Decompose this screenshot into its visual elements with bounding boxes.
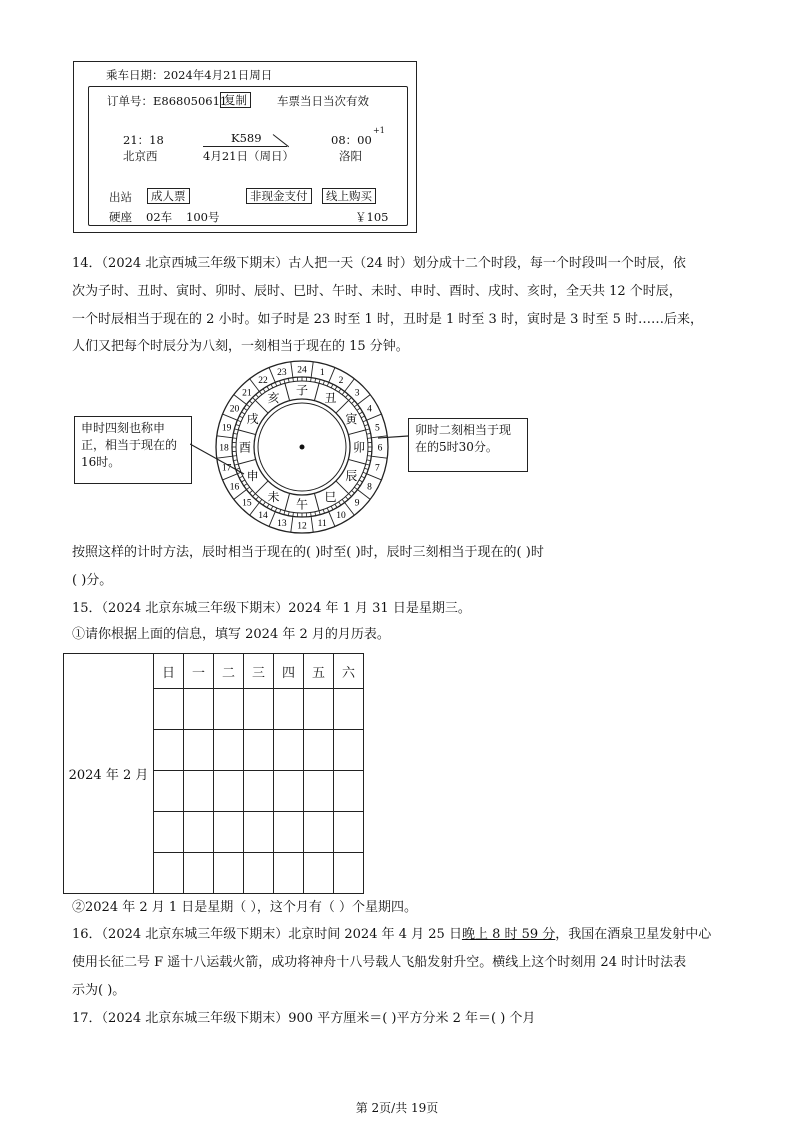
calendar-cell[interactable] [304, 730, 334, 771]
calendar-cell[interactable] [334, 853, 364, 894]
ticket-route-line [203, 146, 287, 147]
ticket-depart-station: 北京西 [123, 149, 158, 163]
dial-tick [315, 512, 316, 516]
dial-branch-label: 午 [295, 497, 309, 512]
dial-tick [263, 502, 265, 505]
branch-divider [314, 383, 319, 400]
dial-tick [357, 408, 360, 410]
train-ticket [73, 61, 417, 233]
hour-divider [345, 379, 355, 392]
hour-divider [311, 516, 313, 532]
calendar-cell[interactable] [274, 812, 304, 853]
dial-tick [357, 484, 360, 486]
calendar-cell[interactable] [334, 689, 364, 730]
dial-tick [275, 508, 277, 512]
ticket-car: 02车 [146, 210, 173, 224]
dial-branch-label: 卯 [352, 440, 366, 455]
dial-hour-label: 20 [229, 404, 240, 415]
dial-hour-label: 1 [319, 368, 325, 379]
dial-hour-label: 9 [354, 498, 360, 509]
dial-tick [335, 504, 337, 507]
dial-tick [359, 480, 362, 482]
hour-divider [345, 503, 355, 516]
dial-hour-label: 16 [229, 482, 240, 493]
branch-divider [348, 430, 365, 435]
dial-tick [256, 497, 259, 500]
calendar-cell[interactable] [184, 853, 214, 894]
q16-text-b: ，我国在酒泉卫星发射中心 [555, 927, 712, 942]
dial-hour-label: 5 [374, 423, 380, 434]
dial-tick [366, 429, 370, 430]
calendar-cell[interactable] [154, 853, 184, 894]
dial-tick [319, 379, 320, 383]
hour-divider [217, 436, 233, 438]
calendar-cell[interactable] [154, 689, 184, 730]
dial-hour-label: 12 [297, 521, 307, 532]
calendar-cell[interactable] [304, 771, 334, 812]
hour-divider [367, 474, 382, 480]
ticket-noncash: 非现金支付 [246, 188, 312, 204]
dial-tick [364, 468, 368, 469]
hour-divider [269, 512, 275, 527]
ticket-train-number: K589 [231, 131, 262, 145]
dial-tick [346, 497, 349, 500]
dial-tick [241, 480, 244, 482]
calendar-cell[interactable] [244, 730, 274, 771]
dial-tick [367, 460, 371, 461]
ticket-next-day: +1 [373, 126, 385, 135]
q16-text-line3: 示为( )。 [72, 983, 126, 998]
calendar-cell[interactable] [154, 730, 184, 771]
ticket-copy-tag: 复制 [220, 92, 251, 108]
q16-underlined-time: 晚上 8 时 59 分 [461, 927, 556, 942]
weekday-header: 五 [304, 654, 334, 689]
dial-tick [244, 484, 247, 486]
february-calendar-table [63, 653, 364, 894]
hour-divider [329, 512, 335, 527]
calendar-cell[interactable] [184, 812, 214, 853]
dial-hour-label: 11 [317, 518, 327, 529]
dial-tick [271, 384, 273, 388]
dial-branch-label: 酉 [238, 440, 252, 455]
dial-tick [288, 378, 289, 382]
dial-tick [241, 412, 244, 414]
dial-tick [331, 384, 333, 388]
dial-tick [288, 512, 289, 516]
dial-tick [319, 511, 320, 515]
dial-tick [367, 456, 371, 457]
branch-divider [285, 383, 290, 400]
ticket-inner-frame [88, 86, 408, 226]
weekday-header: 日 [154, 654, 184, 689]
calendar-cell[interactable] [274, 853, 304, 894]
dial-tick [366, 464, 370, 465]
callout-mao-time: 卯时二刻相当于现在的5时30分。 [408, 418, 528, 472]
dial-tick [352, 401, 355, 404]
calendar-cell[interactable] [184, 730, 214, 771]
dial-tick [244, 408, 247, 410]
q14-text-line2: 次为子时、丑时、寅时、卯时、辰时、巳时、午时、未时、申时、酉时、戌时、亥时，全天共 12 个时辰， [72, 284, 682, 299]
calendar-cell[interactable] [244, 812, 274, 853]
dial-tick [237, 420, 241, 422]
dial-tick [246, 404, 249, 406]
dial-hour-label: 3 [354, 388, 360, 399]
dial-branch-label: 子 [295, 383, 309, 398]
weekday-header: 六 [334, 654, 364, 689]
dial-tick [284, 511, 285, 515]
dial-branch-label: 巳 [324, 489, 337, 504]
calendar-cell[interactable] [274, 730, 304, 771]
dial-tick [339, 389, 341, 392]
dial-tick [263, 389, 265, 392]
ticket-depart-time: 21：18 [123, 133, 164, 147]
ticket-online: 线上购买 [322, 188, 376, 204]
dial-tick [315, 378, 316, 382]
q14-question-line2: ( )分。 [72, 573, 113, 588]
dial-tick [253, 398, 256, 401]
dial-tick [279, 381, 280, 385]
q16-text-line1 [72, 927, 711, 943]
q16-text-a: 16．（2024 北京东城三年级下期末）北京时间 2024 年 4 月 25 日 [72, 927, 462, 942]
dial-tick [271, 506, 273, 510]
weekday-header: 四 [274, 654, 304, 689]
ticket-seat: 100号 [186, 210, 220, 224]
branch-divider [238, 430, 255, 435]
dial-tick [359, 412, 362, 414]
dial-tick [256, 394, 259, 397]
dial-tick [253, 494, 256, 497]
dial-hour-label: 7 [374, 463, 380, 474]
dial-hour-label: 21 [242, 388, 252, 399]
ticket-exit: 出站 [109, 190, 132, 204]
callout-right-pointer [378, 432, 410, 452]
calendar-cell[interactable] [304, 812, 334, 853]
dial-hour-label: 19 [221, 423, 232, 434]
calendar-cell[interactable] [214, 812, 244, 853]
dial-branch-label: 辰 [345, 469, 358, 483]
q14-question-line1: 按照这样的计时方法，辰时相当于现在的( )时至( )时，辰时三刻相当于现在的( )时 [72, 545, 544, 560]
callout-shen-time: 申时四刻也称申正，相当于现在的16时。 [74, 416, 192, 484]
calendar-cell[interactable] [154, 771, 184, 812]
dial-tick [275, 382, 277, 386]
dial-tick [327, 382, 329, 386]
hour-divider [371, 456, 387, 458]
dial-tick [349, 494, 352, 497]
dial-tick [361, 476, 365, 478]
calendar-cell[interactable] [184, 771, 214, 812]
dial-tick [335, 386, 337, 389]
dial-tick [249, 401, 252, 404]
dial-hour-label: 15 [242, 498, 252, 509]
dial-hour-label: 23 [277, 368, 287, 379]
calendar-cell[interactable] [274, 771, 304, 812]
dial-tick [364, 424, 368, 425]
hour-divider [291, 516, 293, 532]
ticket-travel-date: 4月21日（周日） [203, 149, 294, 163]
q15-text-line2: ①请你根据上面的信息，填写 2024 年 2 月的月历表。 [72, 627, 390, 642]
dial-hour-label: 6 [377, 443, 383, 454]
hour-divider [311, 362, 313, 378]
dial-tick [293, 512, 294, 516]
ticket-date: 乘车日期：2024年4月21日周日 [106, 68, 273, 82]
dial-tick [233, 433, 237, 434]
dial-tick [259, 391, 261, 394]
dial-hour-label: 18 [219, 443, 229, 454]
ticket-seat-class: 硬座 [109, 210, 132, 224]
dial-tick [352, 491, 355, 494]
dial-tick [349, 398, 352, 401]
dial-tick [354, 487, 357, 489]
dial-tick [327, 508, 329, 512]
q14-text-line1: 14．（2024 北京西城三年级下期末）古人把一天（24 时）划分成十二个时段，每一个时段叫一个时辰，依 [72, 256, 686, 271]
ticket-arrive-time: 08：00 [331, 133, 372, 147]
ticket-arrive-station: 洛阳 [339, 149, 362, 163]
dial-tick [239, 416, 243, 418]
calendar-cell[interactable] [244, 853, 274, 894]
calendar-cell[interactable] [214, 689, 244, 730]
dial-hour-label: 2 [338, 375, 344, 386]
calendar-cell[interactable] [154, 812, 184, 853]
branch-divider [285, 493, 290, 510]
q14-text-line3: 一个时辰相当于现在的 2 小时。如子时是 23 时至 1 时，丑时是 1 时至 3 时，寅时是 3 时至 5 时……后来， [72, 312, 704, 327]
dial-tick [233, 438, 237, 439]
dial-tick [284, 379, 285, 383]
dial-tick [267, 386, 269, 389]
dial-hour-label: 13 [277, 518, 287, 529]
weekday-header: 三 [244, 654, 274, 689]
dial-tick [363, 472, 367, 474]
q16-text-line2: 使用长征二号 F 遥十八运载火箭，成功将神舟十八号载人飞船发射升空。横线上这个时刻用 24 时计时法表 [72, 955, 687, 970]
page-footer: 第 2页/共 19页 [355, 1101, 439, 1115]
q17-text-line1: 17．（2024 北京东城三年级下期末）900 平方厘米＝( )平方分米 2 年＝( ) 个月 [72, 1011, 536, 1026]
dial-tick [346, 394, 349, 397]
dial-tick [354, 404, 357, 406]
calendar-cell[interactable] [184, 689, 214, 730]
dial-tick [279, 509, 280, 513]
dial-tick [331, 506, 333, 510]
dial-hour-label: 24 [297, 365, 307, 376]
dial-tick [323, 509, 324, 513]
calendar-cell[interactable] [334, 771, 364, 812]
dial-hour-label: 14 [258, 511, 268, 522]
dial-hour-label: 10 [336, 511, 346, 522]
ticket-adult: 成人票 [147, 188, 190, 204]
dial-hour-label: 8 [367, 482, 372, 493]
weekday-header: 二 [214, 654, 244, 689]
hour-divider [269, 368, 275, 383]
calendar-cell[interactable] [304, 689, 334, 730]
dial-hour-label: 4 [367, 404, 372, 415]
dial-tick [311, 378, 312, 382]
q15-text-line1: 15．（2024 北京东城三年级下期末）2024 年 1 月 31 日是星期三。 [72, 601, 471, 616]
dial-tick [367, 438, 371, 439]
calendar-cell[interactable] [214, 853, 244, 894]
dial-tick [259, 499, 261, 502]
dial-tick [363, 420, 367, 422]
q14-text-line4: 人们又把每个时辰分为八刻，一刻相当于现在的 15 分钟。 [72, 339, 409, 354]
q15-question-line: ②2024 年 2 月 1 日是星期（ ），这个月有（ ）个星期四。 [72, 900, 418, 915]
dial-tick [367, 433, 371, 434]
branch-divider [314, 493, 319, 510]
calendar-cell[interactable] [334, 812, 364, 853]
dial-branch-label: 戌 [246, 412, 259, 426]
hour-divider [367, 414, 382, 420]
hour-divider [329, 368, 335, 383]
dial-tick [361, 416, 365, 418]
dial-tick [342, 499, 344, 502]
dial-tick [339, 502, 341, 505]
calendar-cell[interactable] [274, 689, 304, 730]
callout-left-pointer [190, 440, 250, 480]
calendar-cell[interactable] [334, 730, 364, 771]
dial-branch-label: 未 [267, 489, 280, 504]
dial-tick [267, 504, 269, 507]
dial-hour-label: 17 [221, 463, 232, 474]
dial-branch-label: 丑 [324, 391, 337, 406]
dial-branch-label: 亥 [267, 391, 280, 406]
dial-tick [342, 391, 344, 394]
dial-branch-label: 申 [246, 469, 259, 483]
ticket-price: ￥105 [355, 210, 389, 224]
dial-tick [323, 381, 324, 385]
dial-tick [236, 424, 240, 425]
hour-divider [223, 414, 238, 420]
dial-tick [246, 487, 249, 489]
dial-tick [249, 491, 252, 494]
dial-hour-label: 22 [258, 375, 268, 386]
branch-divider [348, 459, 365, 464]
calendar-title: 2024 年 2 月 [64, 654, 154, 894]
calendar-cell[interactable] [244, 771, 274, 812]
dial-tick [311, 512, 312, 516]
weekday-header: 一 [184, 654, 214, 689]
calendar-cell[interactable] [304, 853, 334, 894]
ticket-order-number: 订单号：E868050611 [107, 94, 228, 108]
dial-tick [234, 429, 238, 430]
hour-divider [291, 362, 293, 378]
dial-tick [293, 378, 294, 382]
ticket-validity: 车票当日当次有效 [277, 94, 369, 108]
dial-branch-label: 寅 [345, 412, 358, 426]
calendar-cell[interactable] [244, 689, 274, 730]
calendar-cell[interactable] [214, 771, 244, 812]
calendar-cell[interactable] [214, 730, 244, 771]
